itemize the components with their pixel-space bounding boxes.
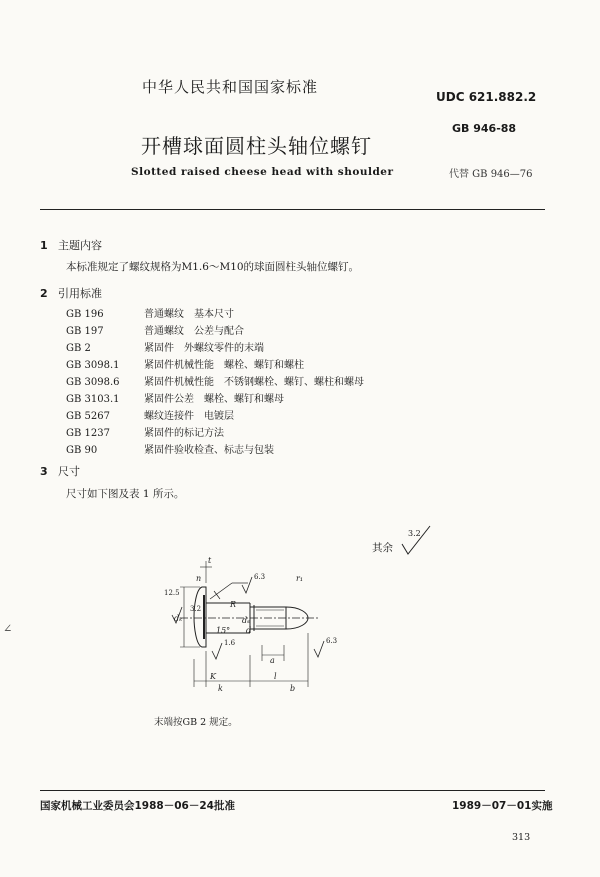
label-d: d <box>246 626 252 635</box>
roughness-remark: 其余 <box>372 542 393 554</box>
roughness-mark-shoulder <box>212 643 222 659</box>
roughness-symbol <box>398 522 438 558</box>
margin-mark: ∠ <box>3 622 13 635</box>
label-ra-top: 6.3 <box>254 573 266 581</box>
label-a: a <box>270 656 275 665</box>
reference-item: GB 196 普通螺纹 基本尺寸 <box>66 309 234 320</box>
effective-date: 1989－07－01实施 <box>452 800 553 812</box>
label-k: k <box>218 684 223 693</box>
replaces-standard: 代替 GB 946—76 <box>449 169 533 180</box>
label-ra-end: 6.3 <box>326 637 338 645</box>
approval-line: 国家机械工业委员会1988－06－24批准 <box>40 800 235 812</box>
reference-item: GB 3098.1 紧固件机械性能 螺栓、螺钉和螺柱 <box>66 360 304 371</box>
reference-item: GB 197 普通螺纹 公差与配合 <box>66 326 244 337</box>
document-title: 开槽球面圆柱头轴位螺钉 <box>141 134 372 158</box>
label-t: t <box>208 556 212 565</box>
section-1-body: 本标准规定了螺纹规格为M1.6～M10的球面圆柱头轴位螺钉。 <box>66 261 360 273</box>
label-12-5: 12.5 <box>164 589 180 597</box>
label-R: R <box>230 600 237 609</box>
gb-number: GB 946-88 <box>452 122 517 135</box>
reference-item: GB 1237 紧固件的标记方法 <box>66 428 224 439</box>
label-K: K <box>210 672 216 681</box>
footer-divider <box>40 790 545 791</box>
label-l: l <box>274 672 277 681</box>
section-1-heading: 1 主题内容 <box>40 239 102 252</box>
section-2-heading: 2 引用标准 <box>40 287 102 300</box>
english-title: Slotted raised cheese head with shoulder <box>131 166 394 178</box>
roughness-mark-top <box>242 577 252 593</box>
label-ds: dₛ <box>242 616 250 625</box>
reference-item: GB 5267 螺纹连接件 电镀层 <box>66 411 234 422</box>
label-angle: 15° <box>216 626 231 635</box>
label-r-e: r₁ <box>296 574 304 583</box>
label-dk: dₖ <box>174 614 183 623</box>
label-b: b <box>290 684 296 693</box>
header-divider <box>40 209 545 210</box>
screw-drawing <box>150 555 350 695</box>
reference-item: GB 2 紧固件 外螺纹零件的末端 <box>66 343 264 354</box>
udc-code: UDC 621.882.2 <box>436 90 537 104</box>
national-standard-heading: 中华人民共和国国家标准 <box>142 78 319 96</box>
reference-item: GB 3098.6 紧固件机械性能 不锈钢螺栓、螺钉、螺柱和螺母 <box>66 377 364 388</box>
label-ra-head: 3.2 <box>190 605 202 613</box>
reference-item: GB 3103.1 紧固件公差 螺栓、螺钉和螺母 <box>66 394 284 405</box>
label-ra-shoulder: 1.6 <box>224 639 236 647</box>
roughness-mark-end <box>314 641 324 657</box>
figure-note: 末端按GB 2 规定。 <box>154 717 238 728</box>
label-n: n <box>196 574 202 583</box>
reference-item: GB 90 紧固件验收检查、标志与包装 <box>66 445 274 456</box>
roughness-value: 3.2 <box>408 529 421 538</box>
section-3-body: 尺寸如下图及表 1 所示。 <box>66 488 185 500</box>
page-number: 313 <box>512 832 531 843</box>
section-3-heading: 3 尺寸 <box>40 465 80 478</box>
